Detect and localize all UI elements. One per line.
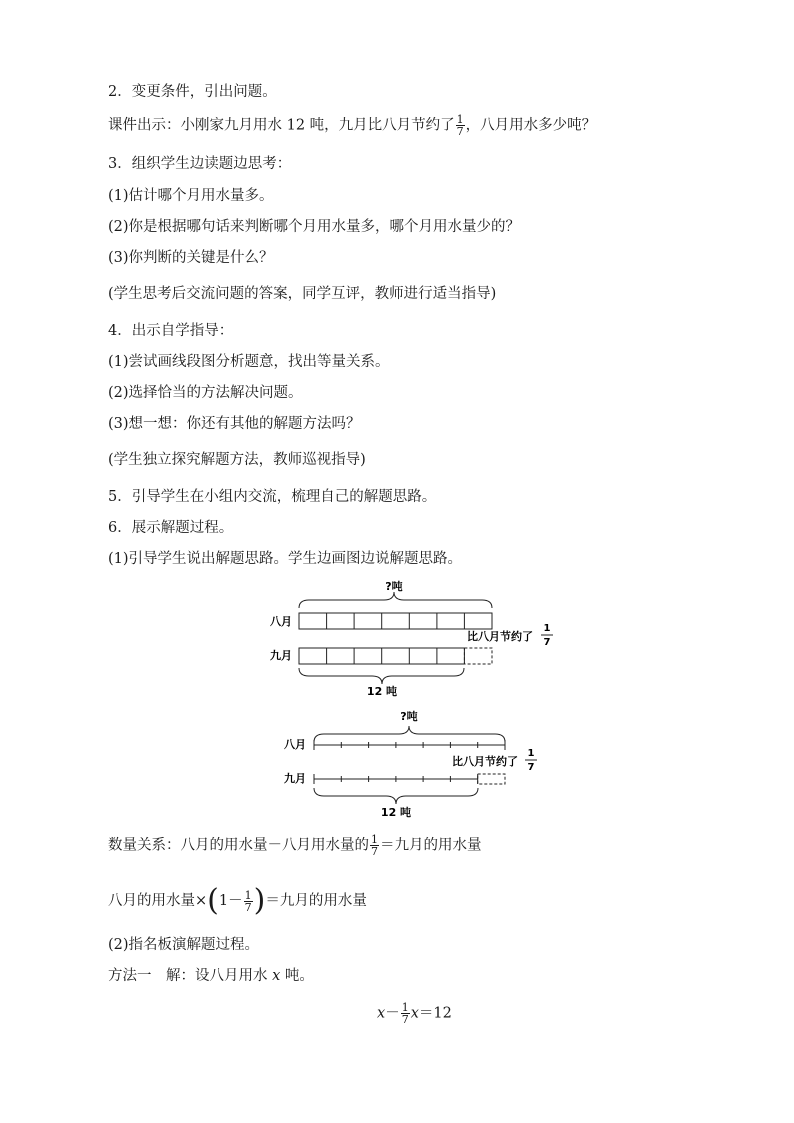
fraction-one-seventh: $\frac{1}{7}$	[371, 833, 378, 858]
step-6-heading: 6．展示解题过程。	[108, 520, 234, 536]
diagram1-note: 比八月节约了	[467, 630, 533, 643]
fraction-one-seventh: $\frac{1}{7}$	[244, 888, 252, 914]
diagram2-note: 比八月节约了	[452, 755, 518, 768]
diagram2-saved-segment	[478, 774, 505, 784]
svg-text:1: 1	[543, 623, 551, 634]
diagram2-row2-line	[314, 774, 478, 784]
diagram2-row1-label: 八月	[284, 738, 306, 751]
step-4-heading: 4．出示自学指导：	[108, 323, 234, 339]
diagram2-row1-line	[314, 740, 505, 750]
question-3: (3)你判断的关键是什么？	[108, 250, 274, 266]
svg-text:7: 7	[527, 762, 535, 773]
diagram1-row2-label: 九月	[270, 649, 292, 662]
diagram1-note-fraction	[541, 623, 553, 648]
explain-step-2: (2)指名板演解题过程。	[108, 937, 260, 953]
step-3-heading: 3．组织学生边读题边思考：	[108, 156, 292, 172]
diagram2-bottom-brace	[314, 788, 478, 804]
explain-step-1: (1)引导学生说出解题思路。学生边画图边说解题思路。	[108, 551, 463, 567]
step-5-heading: 5．引导学生在小组内交流，梳理自己的解题思路。	[108, 489, 437, 505]
diagram1-bottom-brace	[299, 668, 464, 684]
diagram1-row2-bar	[299, 648, 464, 664]
problem-text-before: 课件出示：小刚家九月用水 12 吨，九月比八月节约了	[108, 117, 455, 134]
diagram2-row2-label: 九月	[284, 772, 306, 785]
question-2: (2)你是根据哪句话来判断哪个月用水量多，哪个月用水量少的？	[108, 219, 521, 235]
quantity-relation-2: 八月的用水量×(1－ $\frac{1}{7}$ )＝九月的用水量	[108, 883, 367, 918]
equation: x－ $\frac{1}{7}$ x＝12	[377, 1001, 452, 1026]
diagram2-note-fraction	[525, 748, 537, 773]
fraction-one-seventh: $\frac{1}{7}$	[456, 113, 464, 138]
diagram2-top-brace	[314, 726, 505, 742]
diagram2-bottom-label: 12 吨	[380, 806, 412, 819]
diagram1-saved-segment	[464, 648, 492, 664]
guide-1: (1)尝试画线段图分析题意，找出等量关系。	[108, 354, 390, 370]
guide-2: (2)选择恰当的方法解决问题。	[108, 385, 303, 401]
diagram1-top-label: ?吨	[385, 580, 403, 593]
question-1: (1)估计哪个月用水量多。	[108, 188, 274, 204]
problem-text-after: ，八月用水多少吨？	[465, 117, 597, 134]
svg-text:1: 1	[527, 748, 535, 759]
step-2-heading: 2．变更条件，引出问题。	[108, 84, 277, 100]
quantity-relation-1: 数量关系：八月的用水量－八月用水量的 $\frac{1}{7}$ ＝九月的用水量	[108, 833, 482, 858]
teacher-note-1: (学生思考后交流问题的答案，同学互评，教师进行适当指导)	[108, 286, 497, 302]
svg-text:7: 7	[543, 637, 551, 648]
problem-statement	[108, 114, 596, 137]
bar-diagram-1	[262, 578, 562, 698]
diagram2-top-label: ?吨	[400, 710, 418, 723]
teacher-note-2: (学生独立探究解题方法，教师巡视指导)	[108, 452, 366, 468]
diagram1-top-brace	[299, 592, 492, 608]
guide-3: (3)想一想：你还有其他的解题方法吗？	[108, 416, 361, 432]
diagram1-bottom-label: 12 吨	[366, 685, 398, 698]
diagram1-row1-bar	[299, 613, 492, 629]
diagram1-row1-label: 八月	[270, 615, 292, 628]
line-diagram-2	[282, 708, 552, 824]
fraction-one-seventh: $\frac{1}{7}$	[401, 1001, 409, 1026]
method-1-setup: 方法一 解：设八月用水 x 吨。	[108, 968, 314, 984]
